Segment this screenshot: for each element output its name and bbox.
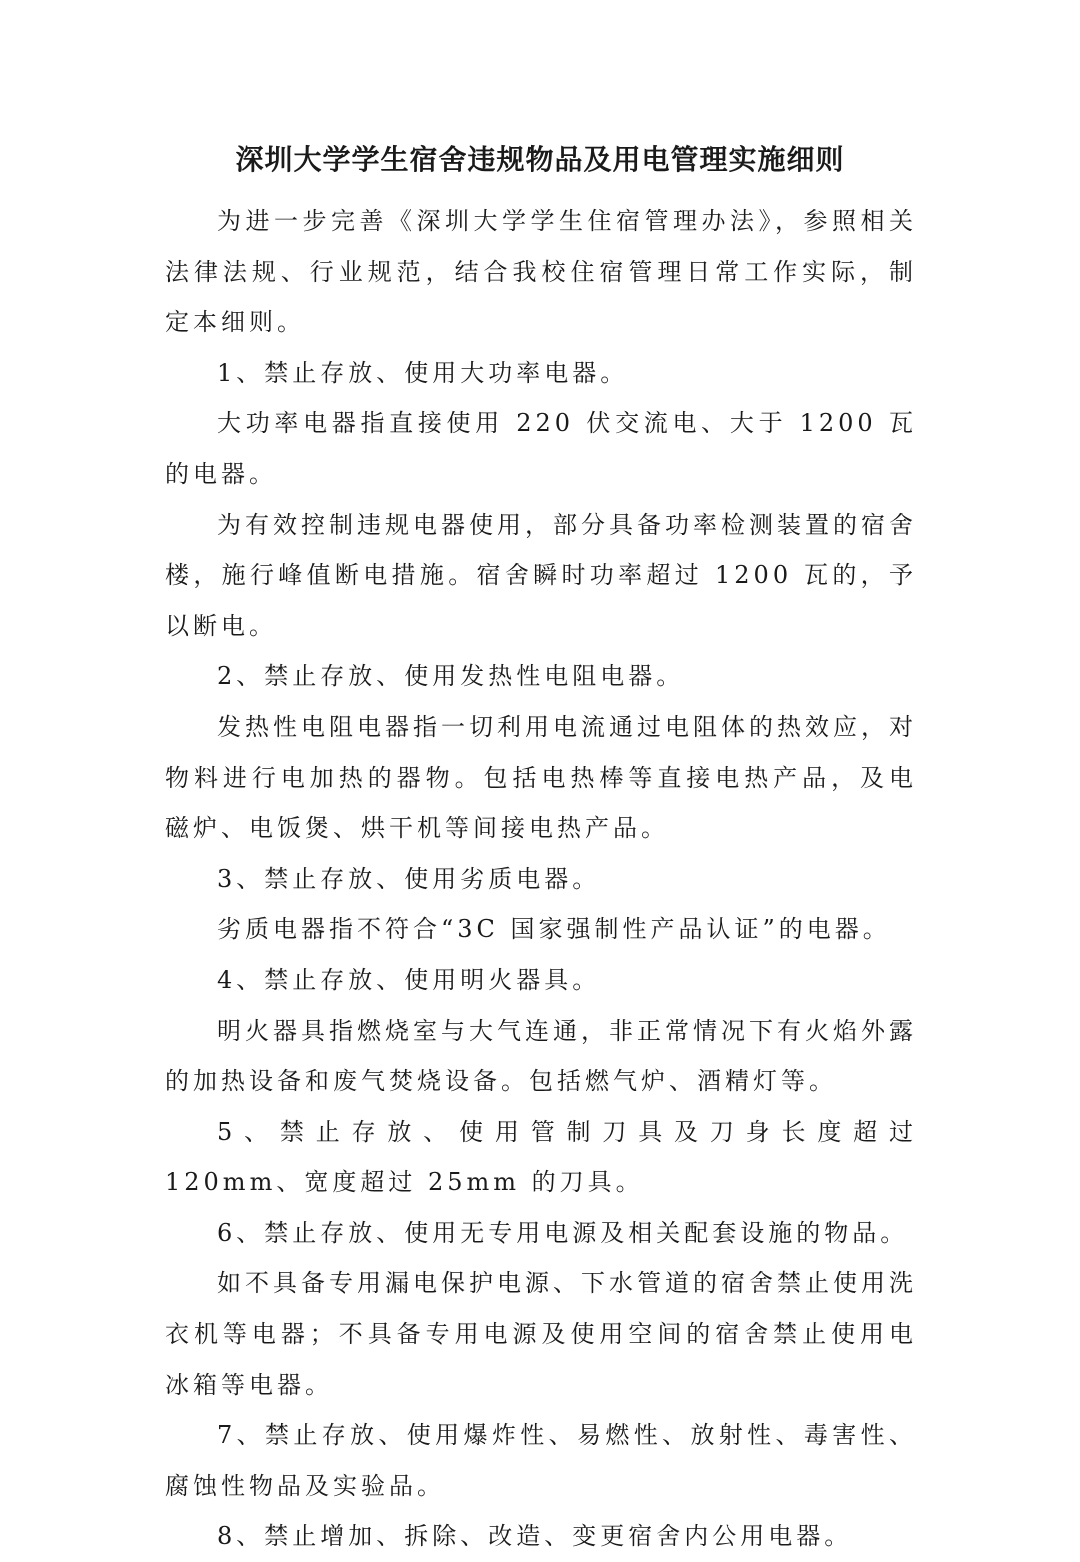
rule-1-measure: 为有效控制违规电器使用，部分具备功率检测装置的宿舍楼，施行峰值断电措施。宿舍瞬时功率超过 1200 瓦的，予以断电。 <box>165 510 917 640</box>
rule-1-definition: 大功率电器指直接使用 220 伏交流电、大于 1200 瓦的电器。 <box>165 409 917 488</box>
rule-7-heading: 7、禁止存放、使用爆炸性、易燃性、放射性、毒害性、腐蚀性物品及实验品。 <box>165 1421 917 1500</box>
rule-8-heading: 8、禁止增加、拆除、改造、变更宿舍内公用电器。 <box>217 1522 853 1551</box>
rule-2-heading: 2、禁止存放、使用发热性电阻电器。 <box>217 662 685 691</box>
rule-3-definition: 劣质电器指不符合“3C 国家强制性产品认证”的电器。 <box>217 915 891 944</box>
document-body <box>165 196 917 1562</box>
document-title: 深圳大学学生宿舍违规物品及用电管理实施细则 <box>235 143 845 176</box>
rule-4-definition: 明火器具指燃烧室与大气连通，非正常情况下有火焰外露的加热设备和废气焚烧设备。包括燃气炉、酒精灯等。 <box>165 1016 917 1096</box>
rule-6-definition: 如不具备专用漏电保护电源、下水管道的宿舍禁止使用洗衣机等电器；不具备专用电源及使用空间的宿舍禁止使用电冰箱等电器。 <box>165 1269 917 1399</box>
paragraph-intro: 为进一步完善《深圳大学学生住宿管理办法》，参照相关法律法规、行业规范，结合我校住宿管理日常工作实际，制定本细则。 <box>165 207 917 337</box>
rule-4-heading: 4、禁止存放、使用明火器具。 <box>217 965 601 994</box>
rule-5-heading: 5、禁止存放、使用管制刀具及刀身长度超过 120mm、宽度超过 25mm 的刀具。 <box>165 1117 917 1197</box>
rule-6-heading: 6、禁止存放、使用无专用电源及相关配套设施的物品。 <box>217 1218 909 1247</box>
rule-1-heading: 1、禁止存放、使用大功率电器。 <box>217 358 629 387</box>
rule-3-heading: 3、禁止存放、使用劣质电器。 <box>217 864 601 893</box>
rule-2-definition: 发热性电阻电器指一切利用电流通过电阻体的热效应，对物料进行电加热的器物。包括电热棒等直接电热产品，及电磁炉、电饭煲、烘干机等间接电热产品。 <box>165 712 917 843</box>
